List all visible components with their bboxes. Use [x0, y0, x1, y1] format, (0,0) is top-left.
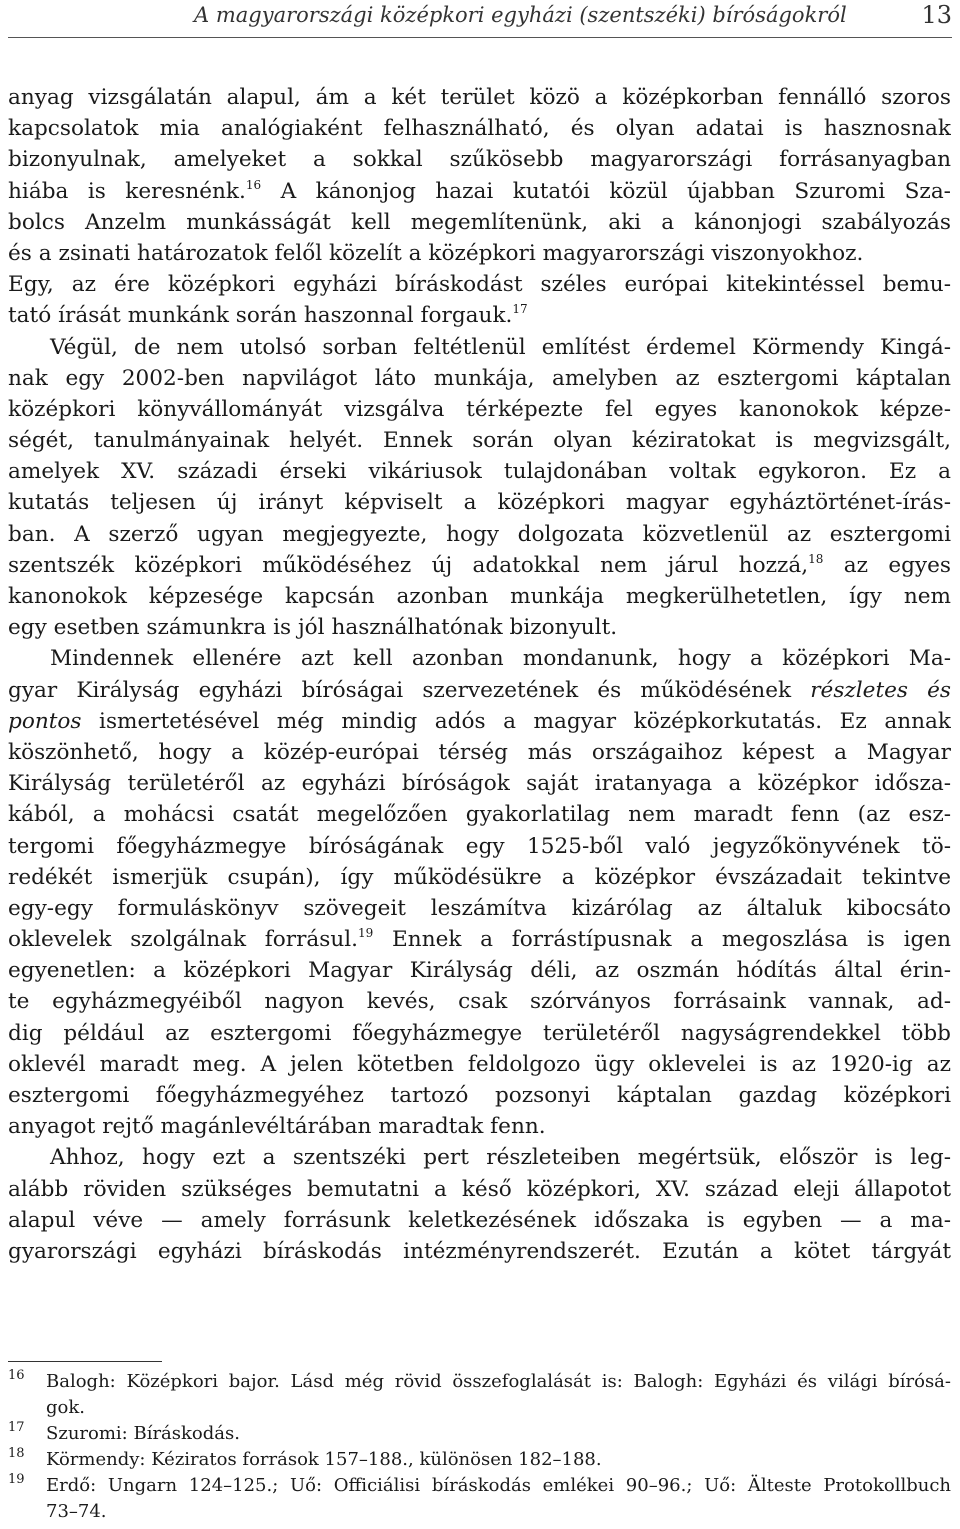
text-line: [8, 986, 951, 1017]
line-text: tergomi főegyházmegye bíróságának egy 1525-ből való jegyzőkönyvének tö-: [8, 833, 951, 859]
line-text: Ahhoz, hogy ezt a szentszéki pert részleteiben megértsük, először is leg-: [50, 1145, 951, 1171]
footnote-number: 17: [8, 1420, 25, 1435]
footnote-ref: 17: [512, 302, 528, 317]
text-line: [8, 238, 951, 269]
text-line: [8, 924, 951, 955]
footnotes: [8, 1369, 951, 1525]
footnote-text: Erdő: Ungarn 124–125.; Uő: Officiálisi bíráskodás emlékei 90–96.; Uő: Älteste Protokollbuch: [46, 1475, 951, 1496]
line-text: bizonyulnak, amelyeket a sokkal szűkösebb magyarországi forrásanyagban: [8, 147, 951, 173]
line-text: Ennek a forrástípusnak a megoszlása is igen: [373, 927, 951, 953]
text-line: [8, 1142, 951, 1173]
line-text: gyar Királyság egyházi bíróságai szervezetének és működésének: [8, 677, 811, 703]
line-text: amelyek XV. századi érseki vikáriusok tulajdonában voltak egykoron. Ez a: [8, 459, 951, 485]
line-text: az egyes: [823, 552, 951, 578]
text-line: [8, 300, 951, 331]
line-text: ismertetésével még mindig adós a magyar középkorkutatás. Ez annak: [81, 708, 951, 734]
text-line: [8, 831, 951, 862]
text-line: [8, 1049, 951, 1080]
line-text: egy esetben számunkra is jól használhatónak bizonyult.: [8, 615, 618, 641]
line-text: középkori könyvállományát vizsgálva térképezte fel egyes kanonokok képze-: [8, 396, 951, 422]
text-line: [8, 737, 951, 768]
line-text: egyenetlen: a középkori Magyar Királyság déli, az oszmán hódítás által érin-: [8, 958, 951, 984]
footnote: [8, 1369, 951, 1421]
line-text: szentszék középkori működéséhez új adatokkal nem járul hozzá,: [8, 552, 809, 578]
line-text: köszönhető, hogy a közép-európai térség más országaihoz képest a Magyar: [8, 739, 951, 765]
text-line: [8, 1174, 951, 1205]
footnote: [8, 1473, 951, 1525]
text-line: [8, 1018, 951, 1049]
text-line: [8, 612, 951, 643]
text-line: [8, 176, 951, 207]
line-text: nak egy 2002-ben napvilágot láto munkája, amelyben az esztergomi káptalan: [8, 365, 951, 391]
line-text: kutatás teljesen új irányt képviselt a középkori magyar egyháztörténet-írás-: [8, 490, 951, 516]
line-text: redékét ismerjük csupán), így működésükre a középkor évszázadait tekintve: [8, 864, 951, 890]
text-line: [8, 269, 951, 300]
italic-text: pontos: [8, 708, 82, 734]
footnote-ref: 16: [245, 177, 262, 192]
text-line: [8, 1205, 951, 1236]
text-line: [8, 1111, 951, 1142]
running-header: [8, 0, 952, 37]
text-line: [8, 425, 951, 456]
text-line: [8, 706, 951, 737]
text-line: [8, 581, 951, 612]
text-line: [8, 1080, 951, 1111]
footnote-rule: [8, 1361, 162, 1362]
line-text: Királyság területéről az egyházi bíróságok saját iratanyaga a középkor idősza-: [8, 771, 951, 797]
running-title: A magyarországi középkori egyházi (szentszéki) bíróságokról: [194, 3, 847, 27]
line-text: Mindennek ellenére azt kell azonban mondanunk, hogy a középkori Ma-: [50, 646, 951, 672]
line-text: oklevelek szolgálnak forrásul.: [8, 927, 359, 953]
line-text: alapul véve — amely forrásunk keletkezésének időszaka is egyben — a ma-: [8, 1207, 951, 1233]
line-text: dig például az esztergomi főegyházmegye területéről nagyságrendekkel több: [8, 1020, 951, 1046]
text-line: [8, 1236, 951, 1267]
line-text: esztergomi főegyházmegyéhez tartozó pozsonyi káptalan gazdag középkori: [8, 1083, 951, 1108]
text-line: [8, 332, 951, 363]
line-text: anyagot rejtő magánlevéltárában maradtak fenn.: [8, 1114, 546, 1140]
text-line: [8, 113, 951, 144]
footnote-text: Balogh: Középkori bajor. Lásd még rövid összefoglalását is: Balogh: Egyházi és világi bírósá-: [46, 1371, 951, 1392]
line-text: ban. A szerző ugyan megjegyezte, hogy dolgozata közvetlenül az esztergomi: [8, 521, 951, 547]
line-text: kapcsolatok mia analógiaként felhasználható, és olyan adatai is hasznosnak: [8, 116, 951, 142]
body-text: [8, 82, 951, 1267]
text-line: [8, 955, 951, 986]
line-text: tató írását munkánk során haszonnal forgauk.: [8, 303, 513, 329]
line-text: oklevél maradt meg. A jelen kötetben feldolgozo ügy oklevelei is az 1920-ig az: [8, 1051, 951, 1077]
footnote-text: gok.: [46, 1397, 85, 1418]
text-line: [8, 144, 951, 175]
line-text: Végül, de nem utolsó sorban feltétlenül említést érdemel Körmendy Kingá-: [50, 334, 951, 360]
text-line: [8, 363, 951, 394]
line-text: kából, a mohácsi csatát megelőzően gyakorlatilag nem maradt fenn (az esz-: [8, 802, 951, 828]
line-text: kanonokok képzesége kapcsán azonban munkája megkerülhetetlen, így nem: [8, 584, 951, 609]
line-text: és a zsinati határozatok felől közelít a középkori magyarországi viszonyokhoz.: [8, 240, 864, 266]
text-line: [8, 82, 951, 113]
page-number: 13: [921, 1, 952, 29]
text-line: [8, 207, 951, 238]
footnote-text: Körmendy: Kéziratos források 157–188., különösen 182–188.: [46, 1449, 602, 1470]
text-line: [8, 456, 951, 487]
text-line: [8, 862, 951, 893]
line-text: ségét, tanulmányainak helyét. Ennek során olyan kéziratokat is megvizsgált,: [8, 428, 951, 454]
line-text: Egy, az ére középkori egyházi bíráskodást széles európai kitekintéssel bemu-: [8, 272, 951, 298]
text-line: [8, 799, 951, 830]
line-text: gyarországi egyházi bíráskodás intézményrendszerét. Ezután a kötet tárgyát: [8, 1238, 951, 1264]
footnote-number: 19: [8, 1472, 25, 1487]
footnote-text: 73–74.: [46, 1501, 107, 1522]
line-text: bolcs Anzelm munkásságát kell megemlítenünk, aki a kánonjogi szabályozás: [8, 209, 951, 235]
text-line: [8, 643, 951, 674]
line-text: te egyházmegyéiből nagyon kevés, csak szórványos forrásaink vannak, ad-: [8, 989, 951, 1015]
footnote-ref: 18: [808, 551, 824, 566]
line-text: egy-egy formuláskönyv szövegeit leszámítva kizárólag az általuk kibocsáto: [8, 895, 951, 921]
footnote-number: 18: [8, 1446, 25, 1461]
footnote: [8, 1447, 951, 1473]
line-text: alább röviden szükséges bemutatni a késő középkori, XV. század eleji állapotot: [8, 1176, 951, 1202]
text-line: [8, 487, 951, 518]
text-line: [8, 675, 951, 706]
footnote-ref: 19: [358, 926, 374, 941]
line-text: hiába is keresnénk.: [8, 178, 246, 204]
text-line: [8, 768, 951, 799]
text-line: [8, 893, 951, 924]
text-line: [8, 394, 951, 425]
text-line: [8, 550, 951, 581]
footnote: [8, 1421, 951, 1447]
header-rule: [8, 37, 952, 38]
line-text: anyag vizsgálatán alapul, ám a két terület közö a középkorban fennálló szoros: [8, 85, 951, 110]
text-line: [8, 519, 951, 550]
line-text: A kánonjog hazai kutatói közül újabban Szuromi Sza-: [261, 178, 951, 204]
italic-text: részletes és: [810, 677, 951, 703]
footnote-text: Szuromi: Bíráskodás.: [46, 1423, 240, 1444]
footnote-number: 16: [8, 1368, 25, 1383]
